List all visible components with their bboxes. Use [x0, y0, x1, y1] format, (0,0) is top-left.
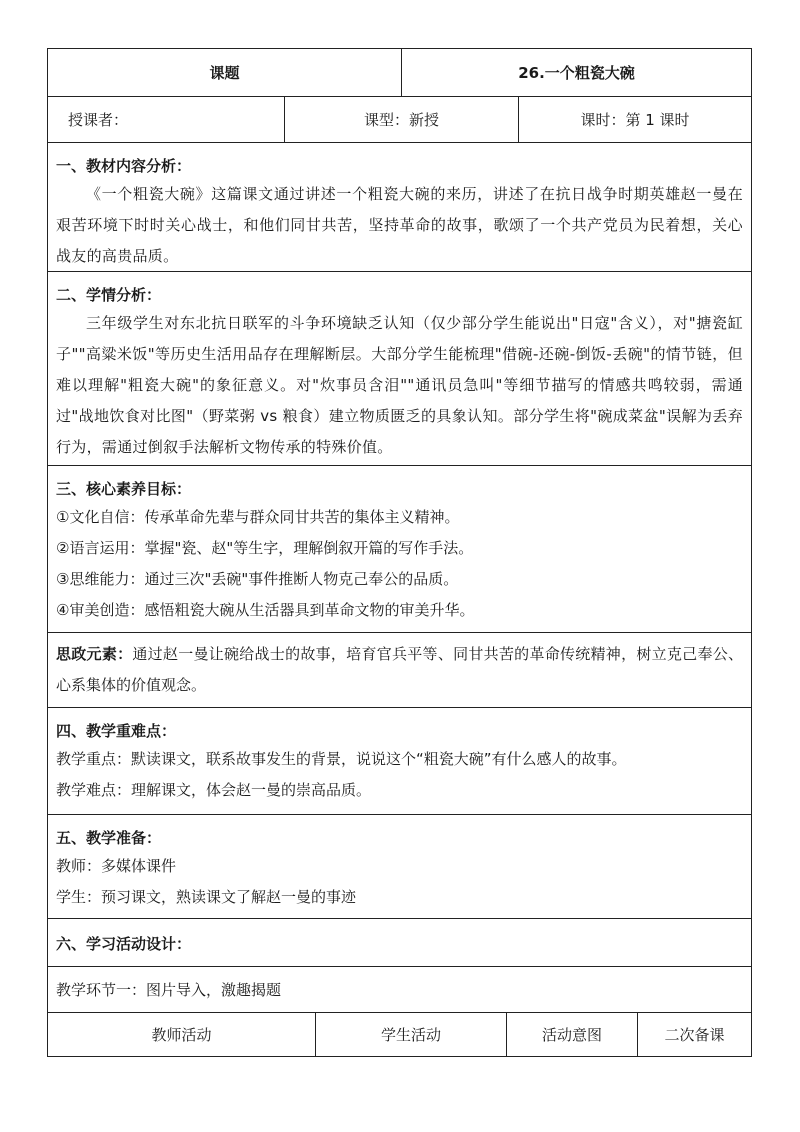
title-label: 课题: [209, 64, 240, 82]
student-preparation: 学生：预习课文，熟读课文了解赵一曼的事迹: [56, 888, 357, 906]
preparation-section: [48, 815, 751, 919]
learner-analysis-text: 三年级学生对东北抗日联军的斗争环境缺乏认知（仅少部分学生能说出"日寇"含义），对"搪瓷缸子""高粱米饭"等历史生活用品存在理解断层。大部分学生能梳理"借碗-还碗-倒饭-丢碗"的情节链，但难以理解"粗瓷大碗"的象征意义。对"炊事员含泪""通讯员急叫"等细节描写的情感共鸣较弱，需通过"战地饮食对比图"（野菜粥 vs 粮食）建立物质匮乏的具象认知。部分学生将"碗成菜盆"误解为丢弃行为，需通过倒叙手法解析文物传承的特殊价值。: [56, 314, 743, 456]
goal-item: ③思维能力：通过三次"丢碗"事件推断人物克己奉公的品质。: [56, 570, 459, 588]
column-header: [637, 1013, 751, 1056]
title-value-cell: [401, 49, 751, 96]
teacher-activity-header: 教师活动: [151, 1026, 212, 1044]
section-heading: 四、教学重难点：: [56, 722, 177, 740]
section-heading: 三、核心素养目标：: [56, 480, 192, 498]
material-analysis-section: [48, 143, 751, 272]
column-header: [48, 1013, 315, 1056]
activity-design-section: [48, 919, 751, 967]
second-prep-header: 二次备课: [664, 1026, 725, 1044]
teacher-preparation: 教师：多媒体课件: [56, 857, 177, 875]
core-goals-section: [48, 466, 751, 633]
teacher-cell: [48, 97, 284, 142]
title-row: [48, 49, 751, 97]
column-header: [315, 1013, 506, 1056]
learner-analysis-section: [48, 272, 751, 466]
title-label-cell: [48, 49, 401, 96]
lesson-type-cell: [284, 97, 518, 142]
section-heading: 一、教材内容分析：: [56, 157, 192, 175]
section-heading: 五、教学准备：: [56, 829, 162, 847]
intent-header: 活动意图: [541, 1026, 602, 1044]
material-analysis-text: 《一个粗瓷大碗》这篇课文通过讲述一个粗瓷大碗的来历，讲述了在抗日战争时期英雄赵一曼在艰苦环境下时时关心战士，和他们同甘共苦，坚持革命的故事，歌颂了一个共产党员为民着想，关心战友的高贵品质。: [56, 185, 743, 265]
goal-item: ②语言运用：掌握"瓷、赵"等生字，理解倒叙开篇的写作手法。: [56, 539, 474, 557]
step-one-row: [48, 967, 751, 1013]
ideology-text: 通过赵一曼让碗给战士的故事，培育官兵平等、同甘共苦的革命传统精神，树立克己奉公、心系集体的价值观念。: [56, 645, 743, 694]
teacher-label: 授课者：: [68, 111, 129, 129]
step-one-label: 教学环节一：图片导入，激趣揭题: [56, 981, 282, 999]
ideology-label: 思政元素：: [56, 645, 133, 663]
lesson-type: 课型：新授: [363, 111, 439, 129]
title-value: 26.一个粗瓷大碗: [518, 64, 635, 82]
student-activity-header: 学生活动: [380, 1026, 441, 1044]
key-points-section: [48, 708, 751, 815]
goal-item: ①文化自信：传承革命先辈与群众同甘共苦的集体主义精神。: [56, 508, 460, 526]
lesson-period: 课时：第 1 课时: [580, 111, 690, 129]
section-heading: 六、学习活动设计：: [56, 935, 192, 953]
teaching-focus: 教学重点：默读课文，联系故事发生的背景，说说这个“粗瓷大碗”有什么感人的故事。: [56, 750, 627, 768]
section-heading: 二、学情分析：: [56, 286, 162, 304]
lesson-plan-table: [47, 48, 752, 1057]
period-cell: [518, 97, 751, 142]
goal-item: ④审美创造：感悟粗瓷大碗从生活器具到革命文物的审美升华。: [56, 601, 475, 619]
ideology-section: [48, 633, 751, 708]
column-header: [506, 1013, 637, 1056]
activity-table-header: [48, 1013, 751, 1057]
teaching-difficulty: 教学难点：理解课文，体会赵一曼的崇高品质。: [56, 781, 372, 799]
info-row: [48, 97, 751, 143]
